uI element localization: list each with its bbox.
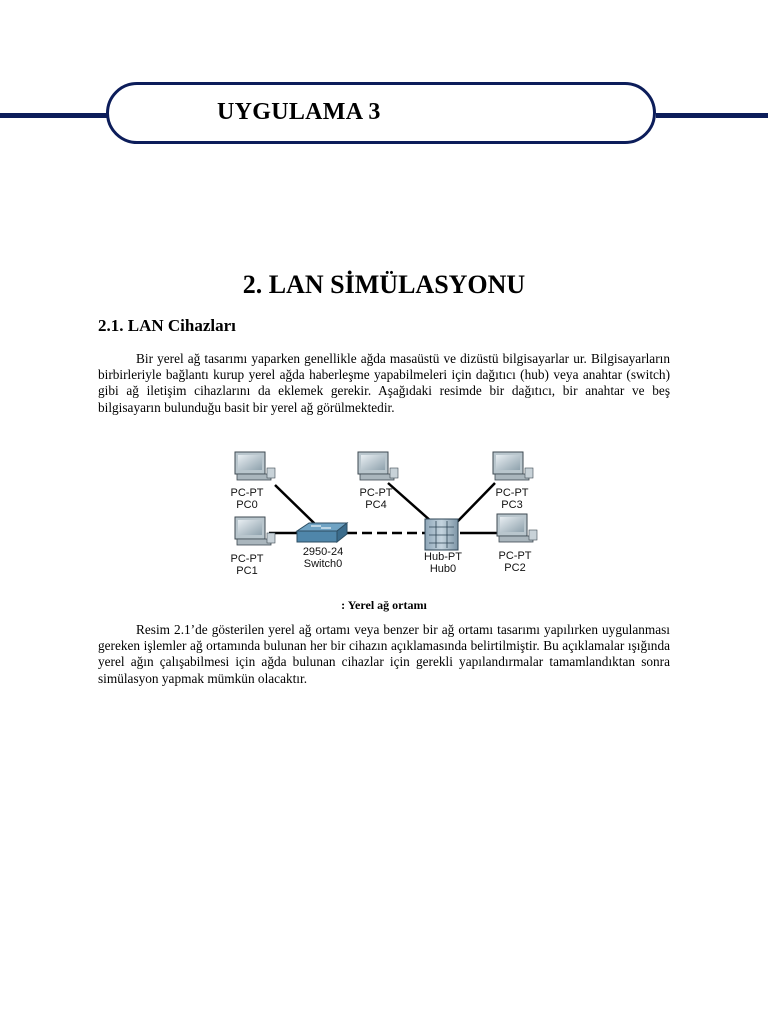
pc2-name: PC2 xyxy=(504,562,526,574)
switch-label xyxy=(291,546,355,570)
header-rule-right xyxy=(656,113,768,118)
pc1-name: PC1 xyxy=(236,565,258,577)
chapter-title: 2. LAN SİMÜLASYONU xyxy=(242,270,526,299)
figure-caption: : Yerel ağ ortamı xyxy=(341,598,427,612)
switch-name: Switch0 xyxy=(303,558,343,570)
paragraph-body xyxy=(98,622,670,687)
switch-type: 2950-24 xyxy=(302,546,344,558)
paragraph-body-text: Resim 2.1’de gösterilen yerel ağ ortamı veya benzer bir ağ ortamı tasarımı yapılırken uygulanması gereken işlemler ağ ortamında bulunan her bir cihazın açıklamasında belirtilmiştir. Bu açıklamalar ışığında yerel ağın çalışabilmesi için ağda bulunan cihazlar için gerekli yapılandırmalar tamamlandıktan sonra simülasyon yapmak mümkün olacaktır. xyxy=(98,622,670,686)
header-title: UYGULAMA 3 xyxy=(217,99,381,125)
header-banner xyxy=(106,82,656,144)
pc3-icon xyxy=(493,452,533,480)
pc0-name: PC0 xyxy=(236,499,258,511)
hub-label xyxy=(417,551,469,575)
hub-icon xyxy=(425,519,458,550)
pc3-type: PC-PT xyxy=(495,487,529,499)
pc0-label xyxy=(225,487,269,511)
paragraph-intro-text: Bir yerel ağ tasarımı yaparken genellikle ağda masaüstü ve dizüstü bilgisayarlar ur. Bilgisayarların birbirleriyle bağlantı kurup yerel ağda haberleşme yapabilmeleri için dağıtıcı (hub) veya anahtar (switch) gibi ağ iletişim cihazlarını da eklemek gerekir. Aşağıdaki resimde bir dağıtıcı, bir anahtar ve beş bilgisayarın bulunduğu basit bir yerel ağ görülmektedir. xyxy=(98,351,670,415)
pc4-type: PC-PT xyxy=(359,487,393,499)
header-rule-left xyxy=(0,113,112,118)
paragraph-intro xyxy=(98,351,670,416)
pc3-name: PC3 xyxy=(501,499,523,511)
link-pc0-switch xyxy=(275,485,315,524)
pc4-name: PC4 xyxy=(365,499,387,511)
pc2-type: PC-PT xyxy=(498,550,532,562)
pc2-label xyxy=(489,550,541,574)
section-title: 2.1. LAN Cihazları xyxy=(98,316,236,335)
switch-icon xyxy=(297,523,347,542)
pc1-icon xyxy=(235,517,275,545)
hub-type: Hub-PT xyxy=(424,551,462,563)
pc3-label xyxy=(487,487,537,511)
pc1-label xyxy=(225,553,269,577)
pc4-label xyxy=(351,487,401,511)
hub-name: Hub0 xyxy=(429,563,457,575)
network-diagram xyxy=(225,447,550,582)
pc0-icon xyxy=(235,452,275,480)
pc4-icon xyxy=(358,452,398,480)
pc0-type: PC-PT xyxy=(230,487,264,499)
pc2-icon xyxy=(497,514,537,542)
pc1-type: PC-PT xyxy=(230,553,264,565)
